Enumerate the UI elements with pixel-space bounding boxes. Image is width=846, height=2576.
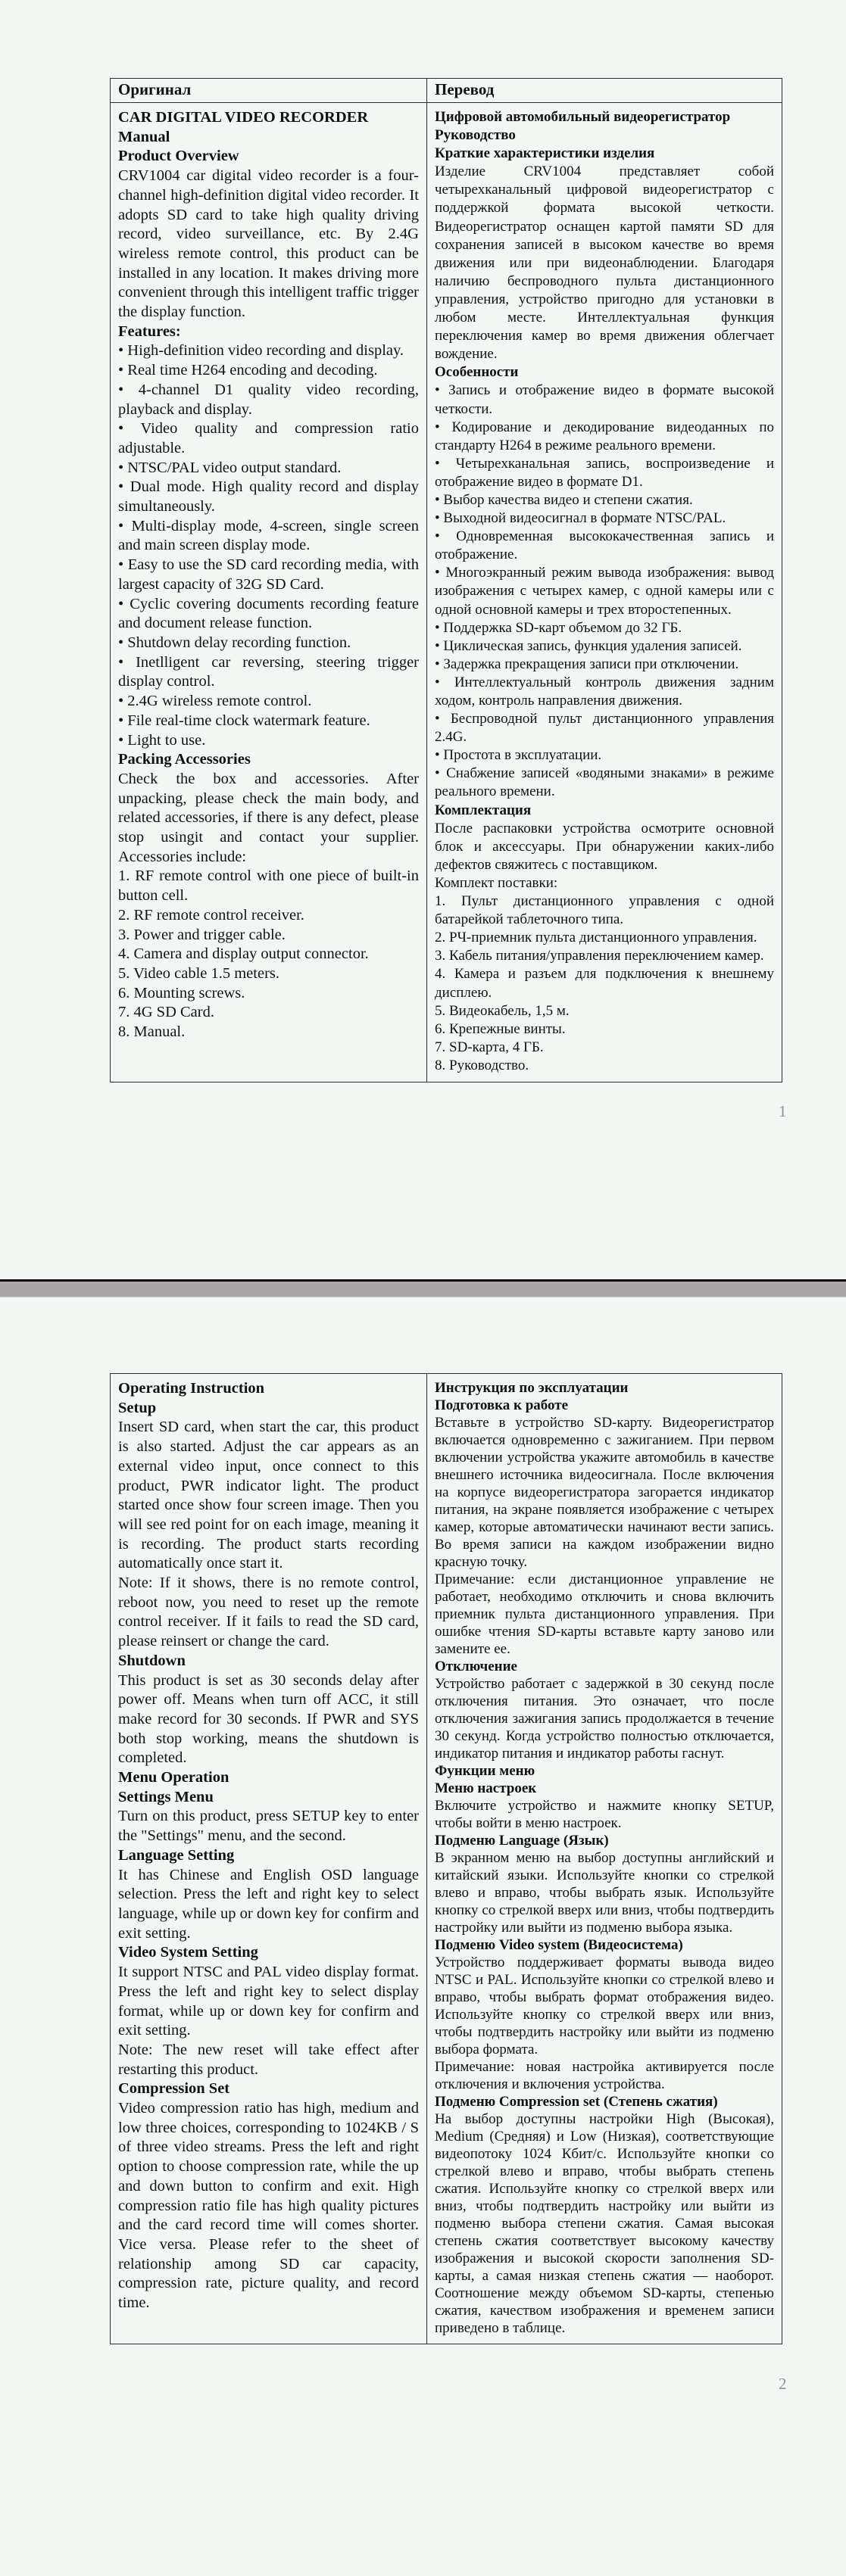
body-paragraph: • Video quality and compression ratio adjustable. — [118, 420, 419, 456]
heading-paragraph: Подменю Compression set (Степень сжатия) — [435, 2094, 718, 2110]
body-paragraph: • Light to use. — [118, 731, 206, 749]
table-body-row — [111, 1374, 782, 2344]
body-paragraph: 2. RF remote control receiver. — [118, 906, 304, 924]
document-page-2 — [0, 1373, 846, 2576]
heading-paragraph: CAR DIGITAL VIDEO RECORDER — [118, 109, 369, 126]
body-paragraph: 4. Камера и разъем для подключения к внешнему дисплею. — [435, 966, 774, 1001]
heading-paragraph: Menu Operation — [118, 1769, 229, 1786]
heading-paragraph: Подменю Video system (Видеосистема) — [435, 1937, 683, 1953]
body-paragraph: • Выбор качества видео и степени сжатия. — [435, 491, 693, 508]
body-paragraph: 1. Пульт дистанционного управления с одной батарейкой таблеточного типа. — [435, 893, 774, 928]
body-paragraph: 6. Крепежные винты. — [435, 1020, 566, 1037]
body-paragraph: • Cyclic covering documents recording feature and document release function. — [118, 595, 419, 632]
heading-paragraph: Settings Menu — [118, 1788, 214, 1805]
heading-paragraph: Shutdown — [118, 1652, 186, 1669]
heading-paragraph: Краткие характеристики изделия — [435, 145, 655, 162]
body-paragraph: Insert SD card, when start the car, this product is also started. Adjust the car appears as an external video input, once connect to this product, PWR indicator light. The product started once show four screen image. Then you will see red point for on each image, meaning it is recording. The product starts recording automatically once start it. — [118, 1419, 419, 1572]
body-paragraph: • Снабжение записей «водяными знаками» в режиме реального времени. — [435, 765, 774, 800]
body-paragraph: Turn on this product, press SETUP key to enter the "Settings" menu, and the second. — [118, 1808, 419, 1845]
heading-paragraph: Operating Instruction — [118, 1380, 265, 1397]
body-paragraph: • NTSC/PAL video output standard. — [118, 459, 342, 476]
heading-paragraph: Инструкция по эксплуатации — [435, 1380, 629, 1396]
column-header-translation: Перевод — [426, 79, 782, 102]
body-paragraph: 5. Видеокабель, 1,5 м. — [435, 1002, 570, 1019]
heading-paragraph: Подменю Language (Язык) — [435, 1833, 609, 1849]
heading-paragraph: Video System Setting — [118, 1944, 258, 1961]
heading-paragraph: Setup — [118, 1399, 157, 1416]
page-number-2: 2 — [779, 2375, 787, 2393]
heading-paragraph: Особенности — [435, 364, 519, 381]
body-paragraph: • Поддержка SD-карт объемом до 32 ГБ. — [435, 619, 682, 636]
translation-text-cell-page-2 — [426, 1374, 782, 2344]
document-page-1 — [0, 78, 846, 1279]
heading-paragraph: Features: — [118, 322, 181, 340]
body-paragraph: Note: If it shows, there is no remote control, reboot now, you need to reset up the remote control receiver. If it fails to read the SD card, please reinsert or change the card. — [118, 1575, 419, 1650]
body-paragraph: • Real time H264 encoding and decoding. — [118, 362, 378, 379]
heading-paragraph: Подготовка к работе — [435, 1397, 569, 1413]
body-paragraph: • Одновременная высококачественная запись и отображение. — [435, 528, 774, 563]
heading-paragraph: Цифровой автомобильный видеорегистратор — [435, 109, 731, 125]
body-paragraph: • Shutdown delay recording function. — [118, 634, 351, 651]
column-header-original: Оригинал — [118, 80, 192, 98]
heading-paragraph: Product Overview — [118, 148, 239, 165]
original-text-cell-page-1 — [111, 103, 426, 1082]
heading-paragraph: Комплектация — [435, 802, 532, 818]
body-paragraph: Check the box and accessories. After unpacking, please check the main body, and related accessories, if there is any defect, please stop usingit and contact your supplier. Accessories include: — [118, 770, 419, 865]
body-paragraph: • Выходной видеосигнал в формате NTSC/PAL. — [435, 510, 726, 527]
body-paragraph: 5. Video cable 1.5 meters. — [118, 964, 280, 982]
page-number-1: 1 — [779, 1101, 787, 1120]
body-paragraph: После распаковки устройства осмотрите основной блок и аксессуары. При обнаружении каких-либо дефектов свяжитесь с поставщиком. — [435, 820, 774, 873]
heading-paragraph: Manual — [118, 128, 170, 145]
body-paragraph: В экранном меню на выбор доступны английский и китайский языки. Используйте кнопки со стрелкой влево и вправо, чтобы выбрать язык. Используйте кнопку со стрелкой вверх или вниз, чтобы подтвердить настройку или выйти из подменю выбора языка. — [435, 1850, 774, 1936]
heading-paragraph: Compression Set — [118, 2080, 230, 2098]
heading-paragraph: Packing Accessories — [118, 751, 251, 768]
table-body-row — [111, 103, 782, 1082]
body-paragraph: 1. RF remote control with one piece of built-in button cell. — [118, 867, 419, 905]
body-paragraph: • Беспроводной пульт дистанционного управления 2.4G. — [435, 711, 774, 746]
body-paragraph: CRV1004 car digital video recorder is a four-channel high-definition digital video recorder. It adopts SD card to take high quality driving record, video surveillance, etc. By 2.4G wireless remote control, this product can be installed in any location. It makes driving more convenient through this intelligent traffic trigger the display function. — [118, 167, 419, 321]
body-paragraph: This product is set as 30 seconds delay after power off. Means when turn off ACC, it still make record for 30 seconds. If PWR and SYS both stop working, means the shutdown is completed. — [118, 1671, 419, 1767]
heading-paragraph: Функции меню — [435, 1763, 535, 1779]
body-paragraph: Video compression ratio has high, medium and low three choices, corresponding to 1024KB / S of three video streams. Press the left and right option to choose compression rate, while the up and down button to confirm and exit. High compression ratio file has high quality pictures and the card record time will comes shorter. Vice versa. Please refer to the sheet of relationship among SD car capacity, compression rate, picture quality, and record time. — [118, 2100, 419, 2312]
page-separator — [0, 1279, 846, 1297]
body-paragraph: На выбор доступны настройки High (Высокая), Medium (Средняя) и Low (Низкая), соответствующие видеопотоку 1024 Кбит/с. Используйте кнопки со стрелкой влево и вправо, чтобы выбрать степень сжатия. Используйте кнопку со стрелкой вверх или вниз, чтобы подтвердить настройку или выйти из подменю выбора степени сжатия. Самая высокая степень сжатия соответствует высокому качеству изображения и высокой скорости заполнения SD-карты, а самая низкая степень сжатия — наоборот. Соотношение между объемом SD-карты, степенью сжатия, качеством изображения и временем записи приведено в таблице. — [435, 2111, 774, 2336]
body-paragraph: 4. Camera and display output connector. — [118, 945, 369, 963]
body-paragraph: Комплект поставки: — [435, 874, 558, 891]
body-paragraph: • Простота в эксплуатации. — [435, 747, 602, 764]
table-header-row — [111, 79, 782, 103]
body-paragraph: Изделие CRV1004 представляет собой четырехканальный цифровой видеорегистратор с поддержкой формата высокой четкости. Видеорегистратор оснащен картой памяти SD для сохранения записей в высоком качестве во время движения или при видеонаблюдении. Благодаря наличию беспроводного пульта дистанционного управления, устройство пригодно для установки в любом месте. Интеллектуальная функция переключения камер во время движения облегчает вождение. — [435, 164, 774, 363]
body-paragraph: 6. Mounting screws. — [118, 984, 245, 1001]
body-paragraph: • 2.4G wireless remote control. — [118, 693, 312, 710]
body-paragraph: It has Chinese and English OSD language selection. Press the left and right key to select language, while up or down key for confirm and exit setting. — [118, 1866, 419, 1942]
body-paragraph: • Четырехканальная запись, воспроизведение и отображение видео в формате D1. — [435, 455, 774, 490]
body-paragraph: • File real-time clock watermark feature. — [118, 712, 370, 729]
body-paragraph: • Dual mode. High quality record and display simultaneously. — [118, 478, 419, 516]
body-paragraph: Устройство работает с задержкой в 30 секунд после отключения питания. Это означает, что после отключения зажигания запись продолжается в течение 30 секунд. Когда устройство полностью отключается, индикатор питания и индикатор работы гаснут. — [435, 1676, 774, 1761]
translation-table-page-1 — [110, 78, 782, 1082]
body-paragraph: 8. Manual. — [118, 1023, 186, 1041]
translation-text-cell-page-1 — [426, 103, 782, 1082]
heading-paragraph: Language Setting — [118, 1846, 235, 1864]
body-paragraph: • 4-channel D1 quality video recording, playback and display. — [118, 381, 419, 418]
body-paragraph: Примечание: если дистанционное управление не работает, необходимо отключить и снова включить приемник пульта дистанционного управления. При ошибке чтения SD-карты вставьте карту заново или замените ее. — [435, 1571, 774, 1657]
body-paragraph: 7. 4G SD Card. — [118, 1004, 214, 1021]
body-paragraph: • Запись и отображение видео в формате высокой четкости. — [435, 382, 774, 417]
body-paragraph: • Кодирование и декодирование видеоданных по стандарту H264 в режиме реального времени. — [435, 419, 774, 453]
heading-paragraph: Руководство — [435, 127, 516, 144]
body-paragraph: • Inetlligent car reversing, steering trigger display control. — [118, 653, 419, 690]
body-paragraph: 3. Кабель питания/управления переключением камер. — [435, 948, 764, 964]
body-paragraph: 8. Руководство. — [435, 1057, 529, 1073]
heading-paragraph: Меню настроек — [435, 1780, 537, 1796]
body-paragraph: It support NTSC and PAL video display format. Press the left and right key to select display format, while up or down key for confirm and exit setting. — [118, 1964, 419, 2039]
body-paragraph: 7. SD-карта, 4 ГБ. — [435, 1039, 544, 1055]
heading-paragraph: Отключение — [435, 1659, 517, 1674]
body-paragraph: • Циклическая запись, функция удаления записей. — [435, 637, 742, 654]
original-text-cell-page-2 — [111, 1374, 426, 2344]
translation-table-page-2 — [110, 1373, 782, 2344]
body-paragraph: 3. Power and trigger cable. — [118, 926, 286, 943]
body-paragraph: • Многоэкранный режим вывода изображения: вывод изображения с четырех камер, с одной камеры или с одной основной камеры и трех второстепенных. — [435, 565, 774, 618]
body-paragraph: Устройство поддерживает форматы вывода видео NTSC и PAL. Используйте кнопки со стрелкой влево и вправо, чтобы выбрать формат отображения видео. Используйте кнопку со стрелкой вверх или вниз, чтобы подтвердить настройку или выйти из подменю выбора формата. — [435, 1955, 774, 2057]
body-paragraph: • High-definition video recording and display. — [118, 342, 404, 360]
body-paragraph: • Интеллектуальный контроль движения задним ходом, контроль направления движения. — [435, 674, 774, 709]
body-paragraph: • Задержка прекращения записи при отключении. — [435, 656, 739, 672]
body-paragraph: Включите устройство и нажмите кнопку SETUP, чтобы войти в меню настроек. — [435, 1798, 774, 1831]
body-paragraph: • Multi-display mode, 4-screen, single screen and main screen display mode. — [118, 517, 419, 554]
body-paragraph: Примечание: новая настройка активируется после отключения и включения устройства. — [435, 2059, 774, 2092]
body-paragraph: 2. РЧ-приемник пульта дистанционного управления. — [435, 930, 757, 946]
body-paragraph: Note: The new reset will take effect after restarting this product. — [118, 2041, 419, 2078]
body-paragraph: Вставьте в устройство SD-карту. Видеорегистратор включается одновременно с зажиганием. При первом включении устройства укажите автомобиль в качестве внешнего источника видеосигнала. После включения на корпусе видеорегистратора загорается индикатор питания, на экране появляется изображение с четырех камер, которые автоматически начинают вести запись. Во время записи на каждом изображении видно красную точку. — [435, 1415, 774, 1570]
body-paragraph: • Easy to use the SD card recording media, with largest capacity of 32G SD Card. — [118, 556, 419, 593]
